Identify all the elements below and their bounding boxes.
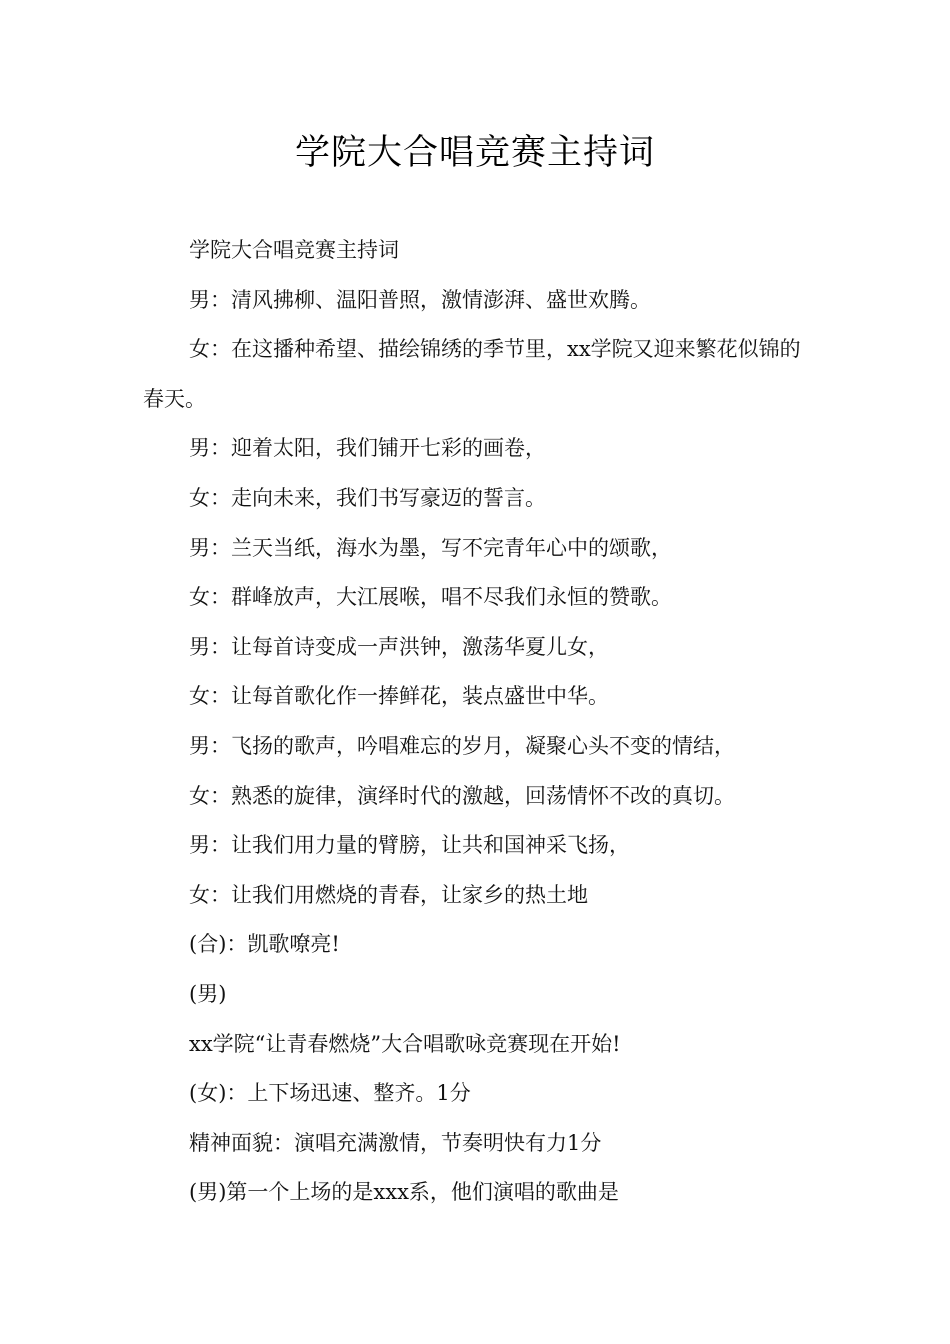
paragraph: (男) <box>189 981 227 1006</box>
paragraph: 男：让每首诗变成一声洪钟，激荡华夏儿女， <box>189 634 609 659</box>
paragraph: (男)第一个上场的是xxx系，他们演唱的歌曲是 <box>189 1180 619 1205</box>
document-body <box>143 226 811 1218</box>
paragraph: 精神面貌：演唱充满激情，节奏明快有力1分 <box>189 1130 602 1155</box>
document-title: 学院大合唱竞赛主持词 <box>294 133 655 173</box>
paragraph: 女：让我们用燃烧的青春，让家乡的热土地 <box>189 882 588 907</box>
paragraph: xx学院“让青春燃烧”大合唱歌咏竞赛现在开始! <box>189 1031 621 1056</box>
paragraph: 男：迎着太阳，我们铺开七彩的画卷， <box>189 436 546 461</box>
paragraph: 男：飞扬的歌声，吟唱难忘的岁月，凝聚心头不变的情结， <box>189 733 735 758</box>
paragraph: 女：在这播种希望、描绘锦绣的季节里，xx学院又迎来繁花似锦的春天。 <box>143 337 801 411</box>
paragraph: (合)：凯歌嘹亮! <box>189 932 340 957</box>
paragraph: 女：走向未来，我们书写豪迈的誓言。 <box>189 485 546 510</box>
paragraph: 男：清风拂柳、温阳普照，激情澎湃、盛世欢腾。 <box>189 287 651 312</box>
paragraph: 男：兰天当纸，海水为墨，写不完青年心中的颂歌， <box>189 535 672 560</box>
paragraph: 女：熟悉的旋律，演绎时代的激越，回荡情怀不改的真切。 <box>189 783 735 808</box>
paragraph: 学院大合唱竞赛主持词 <box>189 238 399 262</box>
paragraph: 女：让每首歌化作一捧鲜花，装点盛世中华。 <box>189 684 609 709</box>
paragraph: 男：让我们用力量的臂膀，让共和国神采飞扬， <box>189 833 630 858</box>
paragraph: (女)：上下场迅速、整齐。1分 <box>189 1081 471 1106</box>
paragraph: 女：群峰放声，大江展喉，唱不尽我们永恒的赞歌。 <box>189 585 672 610</box>
